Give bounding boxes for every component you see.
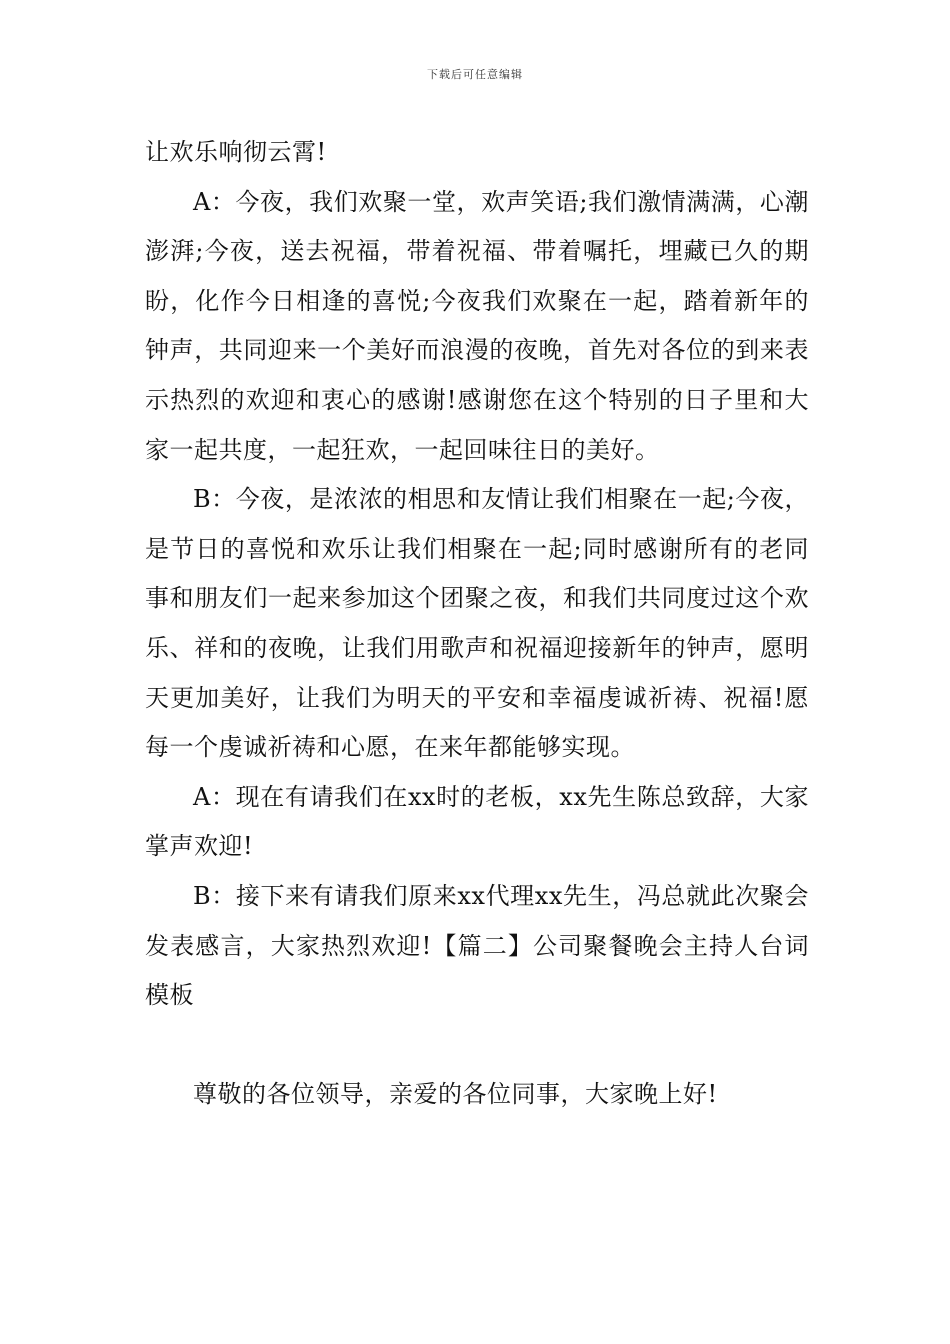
paragraph-opening-line: 让欢乐响彻云霄!: [145, 138, 327, 166]
paragraph-host-a-1: A：今夜，我们欢聚一堂，欢声笑语;我们激情满满，心潮澎湃;今夜，送去祝福，带着祝福、带着嘱托，埋藏已久的期盼，化作今日相逢的喜悦;今夜我们欢聚在一起，踏着新年的钟声，共同迎来一个美好而浪漫的夜晚，首先对各位的到来表示热烈的欢迎和衷心的感谢!感谢您在这个特别的日子里和大家一起共度，一起狂欢，一起回味往日的美好。: [145, 187, 809, 464]
paragraph-host-a-2: A：现在有请我们在xx时的老板，xx先生陈总致辞，大家掌声欢迎!: [145, 782, 809, 861]
blank-line: [145, 1021, 809, 1071]
paragraph-host-b-1: B：今夜，是浓浓的相思和友情让我们相聚在一起;今夜，是节日的喜悦和欢乐让我们相聚在一起;同时感谢所有的老同事和朋友们一起来参加这个团聚之夜，和我们共同度过这个欢乐、祥和的夜晚，让我们用歌声和祝福迎接新年的钟声，愿明天更加美好，让我们为明天的平安和幸福虔诚祈祷、祝福!愿每一个虔诚祈祷和心愿，在来年都能够实现。: [145, 485, 809, 762]
paragraph-host-b-2: B：接下来有请我们原来xx代理xx先生，冯总就此次聚会发表感言，大家热烈欢迎!【篇二】公司聚餐晚会主持人台词模板: [145, 881, 809, 1010]
page-header-note: 下载后可任意编辑: [427, 68, 523, 81]
document-body: [145, 128, 809, 1120]
paragraph-greeting: 尊敬的各位领导，亲爱的各位同事，大家晚上好!: [193, 1080, 718, 1109]
